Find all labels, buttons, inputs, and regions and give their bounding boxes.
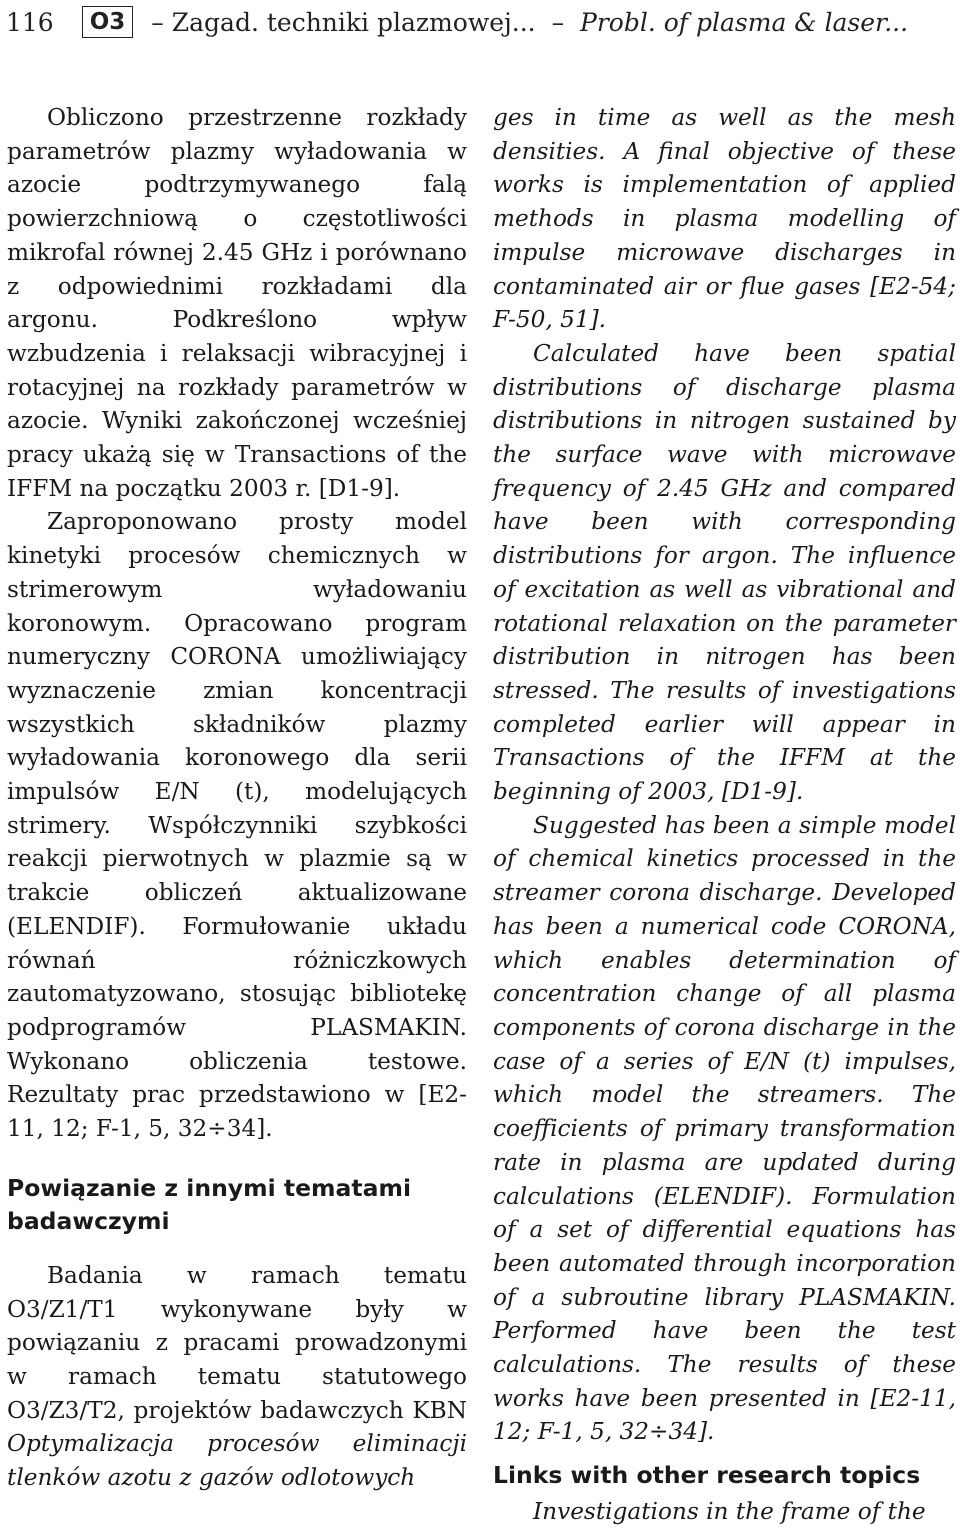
header-dash: – <box>543 7 573 37</box>
header-title-en: Probl. of plasma & laser... <box>580 7 909 37</box>
section-heading-en: Links with other research topics <box>493 1461 921 1490</box>
left-paragraph-1: Obliczono przestrzenne rozkłady parametrów plazmy wyładowania w azocie podtrzymywanego falą powierzchniową o częstotliwości mikrofal równej 2.45 GHz i porównano z odpowiednimi rozkładami dla argonu. Podkreślono wpływ wzbudzenia i relaksacji wibracyjnej i rotacyjnej na rozkłady parametrów w azocie. Wyniki zakończonej wcześniej pracy ukażą się w Transactions of the IFFM na początku 2003 r. [D1-9]. <box>7 104 467 502</box>
right-paragraph-3: Suggested has been a simple model of chemical kinetics processed in the streamer corona discharge. Developed has been a numerical code CORONA, which enables determination of concentration change of all plasma components of corona discharge in the case of a series of E/N (t) impulses, which model the streamers. The coefficients of primary transformation rate in plasma are updated during calculations (ELENDIF). Formulation of a set of differential equations has been automated through incorporation of a subroutine library PLASMAKIN. Performed have been the test calculations. The results of these works have been presented in [E2-11, 12; F-1, 5, 32÷34]. <box>493 811 956 1446</box>
right-paragraph-4: Investigations in the frame of the <box>533 1497 926 1525</box>
page-number: 116 <box>6 7 54 37</box>
left-paragraph-3-project-title: Optymalizacja procesów eliminacji tlenków azotu z gazów odlotowych <box>7 1430 467 1492</box>
left-column <box>7 101 467 1495</box>
header-dash: – <box>151 7 164 37</box>
header-title-pl: Zagad. techniki plazmowej... <box>171 7 536 37</box>
section-code-badge: O3 <box>82 6 134 38</box>
right-column <box>493 101 956 1528</box>
left-paragraph-3-text: Badania w ramach tematu O3/Z1/T1 wykonywane były w powiązaniu z pracami prowadzonymi w ramach tematu statutowego O3/Z3/T2, projektów badawczych KBN <box>7 1261 467 1424</box>
right-paragraph-2: Calculated have been spatial distributions of discharge plasma distributions in nitrogen sustained by the surface wave with microwave frequency of 2.45 GHz and compared have been with corresponding distributions for argon. The influence of excitation as well as vibrational and rotational relaxation on the parameter distribution in nitrogen has been stressed. The results of investigations completed earlier will appear in Transactions of the IFFM at the beginning of 2003, [D1-9]. <box>493 339 956 806</box>
right-paragraph-1: ges in time as well as the mesh densities. A final objective of these works is implementation of applied methods in plasma modelling of impulse microwave discharges in contaminated air or flue gases [E2-54; F-50, 51]. <box>493 104 956 334</box>
running-header <box>6 4 956 40</box>
section-heading-pl: Powiązanie z innymi tematami badawczymi <box>7 1173 411 1236</box>
left-paragraph-3 <box>7 1259 467 1495</box>
left-paragraph-2: Zaproponowano prosty model kinetyki procesów chemicznych w strimerowym wyładowaniu koronowym. Opracowano program numeryczny CORONA umożliwiający wyznaczenie zmian koncentracji wszystkich składników plazmy wyładowania koronowego dla serii impulsów E/N (t), modelujących strimery. Współczynniki szybkości reakcji pierwotnych w plazmie są w trakcie obliczeń aktualizowane (ELENDIF). Formułowanie układu równań różniczkowych zautomatyzowano, stosując bibliotekę podprogramów PLASMAKIN. Wykonano obliczenia testowe. Rezultaty prac przedstawiono w [E2-11, 12; F-1, 5, 32÷34]. <box>7 508 467 1143</box>
